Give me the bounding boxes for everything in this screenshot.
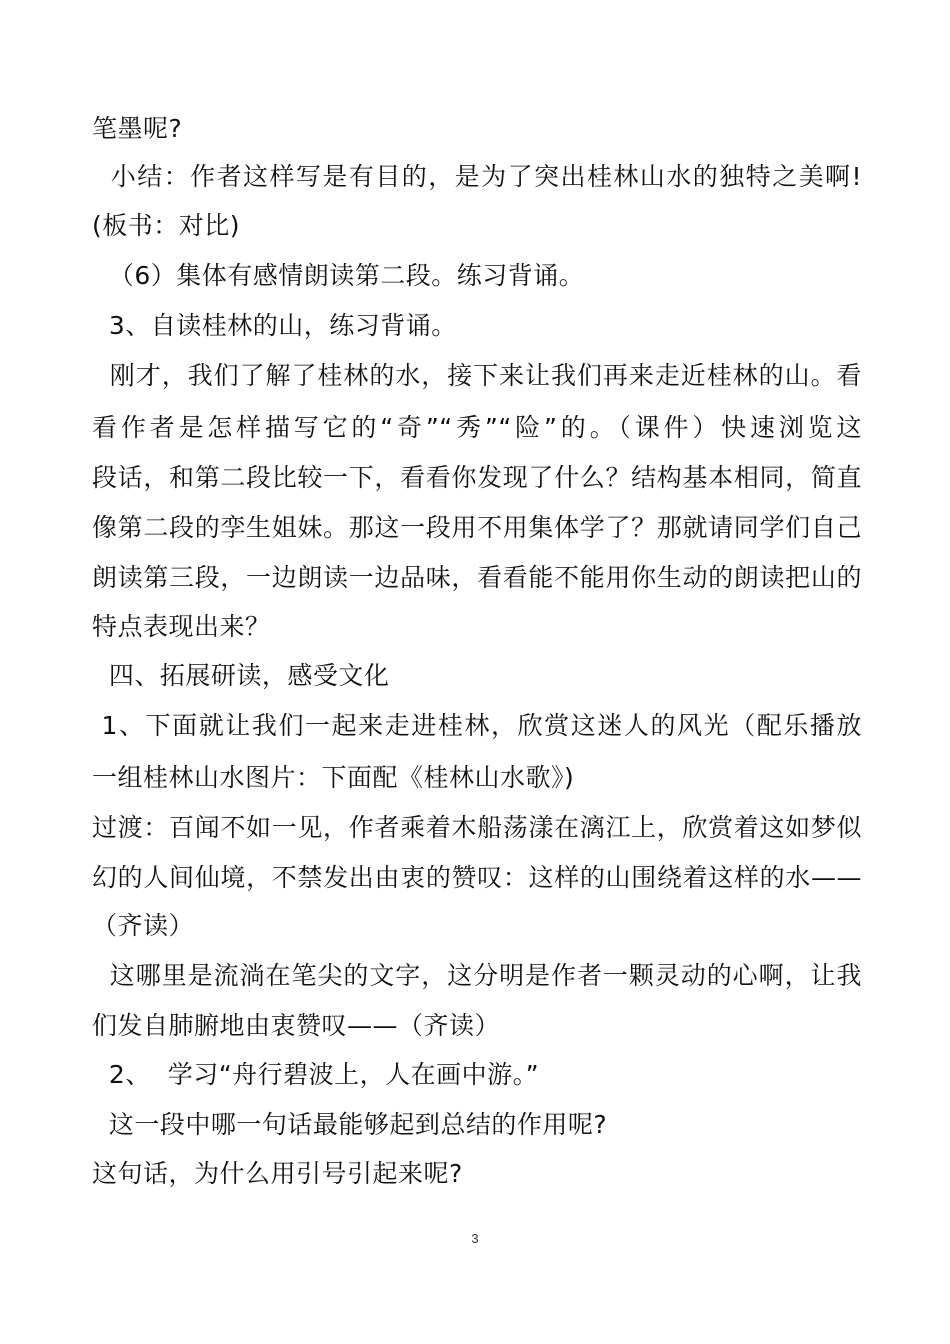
text-line: 3、自读桂林的山，练习背诵。 (92, 311, 457, 340)
text-line: 四、拓展研读，感受文化 (92, 661, 390, 690)
text-line: 特点表现出来？ (92, 612, 271, 641)
text-line: 过渡：百闻不如一见，作者乘着木船荡漾在漓江上，欣赏着这如梦似 (92, 813, 862, 842)
text-line: 段话，和第二段比较一下，看看你发现了什么？结构基本相同，简直 (92, 463, 862, 492)
text-line: 刚才，我们了解了桂林的水，接下来让我们再来走近桂林的山。看 (92, 361, 862, 390)
text-line: 笔墨呢? (92, 114, 183, 143)
text-line: 这哪里是流淌在笔尖的文字，这分明是作者一颗灵动的心啊，让我 (92, 961, 862, 990)
text-line: 1、下面就让我们一起来走进桂林，欣赏这迷人的风光（配乐播放 (92, 711, 862, 740)
text-line: (板书：对比) (92, 211, 241, 240)
text-line: 这一段中哪一句话最能够起到总结的作用呢? (92, 1110, 608, 1139)
text-line: （6）集体有感情朗读第二段。练习背诵。 (92, 261, 585, 290)
text-line: 一组桂林山水图片：下面配《桂林山水歌》) (92, 763, 575, 792)
text-line: 2、 学习“舟行碧波上，人在画中游。” (92, 1060, 540, 1089)
text-line: 小结：作者这样写是有目的，是为了突出桂林山水的独特之美啊! (92, 162, 862, 191)
text-line: 看作者是怎样描写它的“奇”“秀”“险”的。（课件）快速浏览这 (92, 413, 862, 442)
text-line: 朗读第三段，一边朗读一边品味，看看能不能用你生动的朗读把山的 (92, 563, 862, 592)
page-number: 3 (471, 1231, 479, 1246)
text-line: 这句话，为什么用引号引起来呢? (92, 1159, 463, 1188)
text-line: 们发自肺腑地由衷赞叹——（齐读） (92, 1011, 501, 1040)
text-line: 像第二段的孪生姐妹。那这一段用不用集体学了？那就请同学们自己 (92, 513, 862, 542)
text-line: 幻的人间仙境，不禁发出由衷的赞叹：这样的山围绕着这样的水—— (92, 863, 862, 892)
text-line: （齐读） (92, 911, 195, 940)
